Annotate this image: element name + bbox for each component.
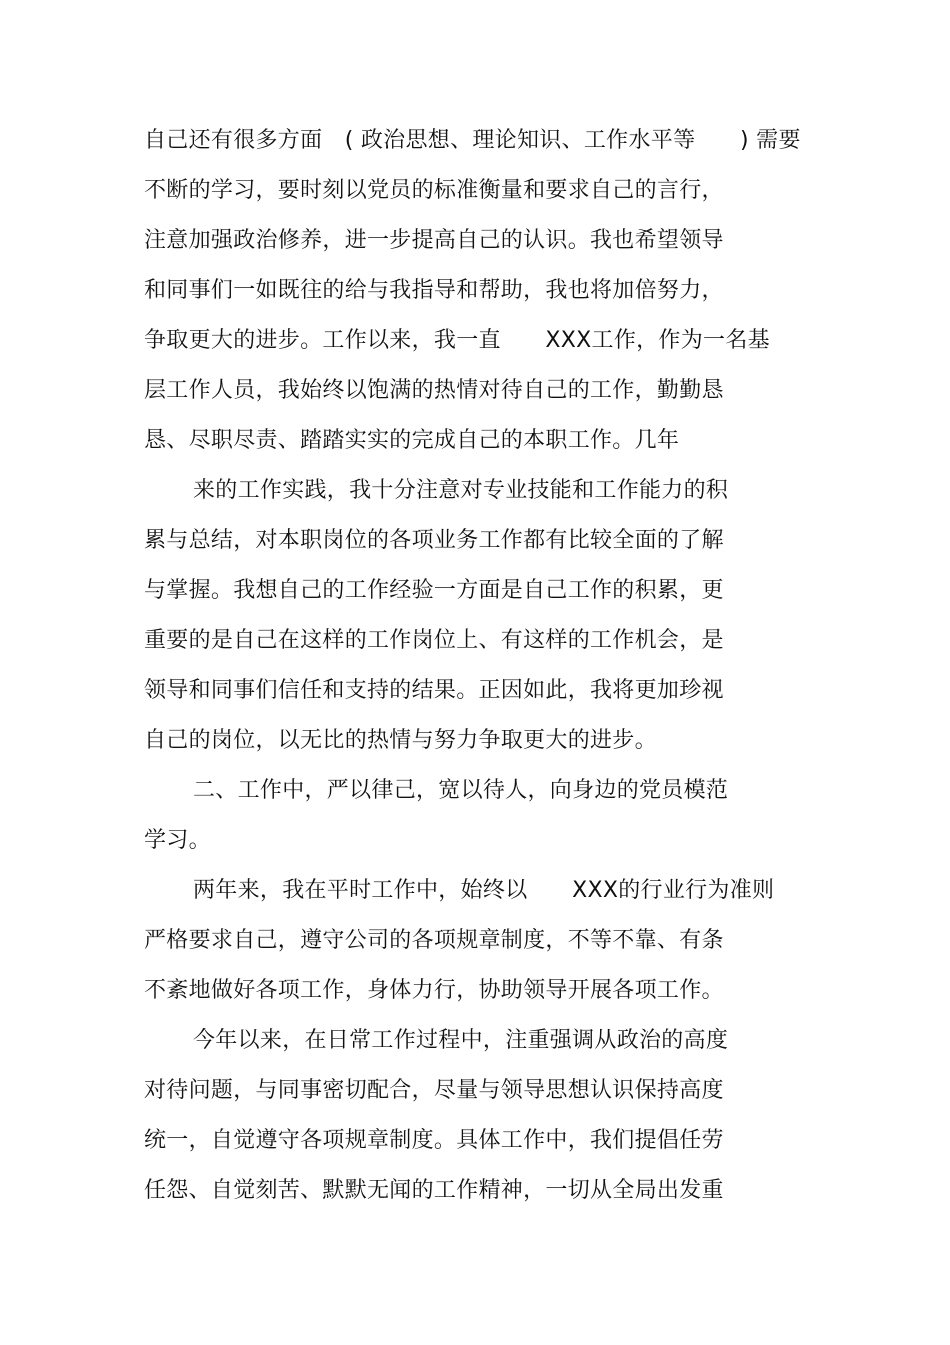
section-heading: 二、工作中，严以律己，宽以待人，向身边的党员模范 (193, 778, 729, 803)
text-line: 今年以来，在日常工作过程中，注重强调从政治的高度 (193, 1028, 729, 1053)
text-line: 注意加强政治修养，进一步提高自己的认识。我也希望领导 (144, 228, 724, 253)
text-line: 恳、尽职尽责、踏踏实实的完成自己的本职工作。几年 (144, 428, 680, 453)
text-line: 不断的学习，要时刻以党员的标准衡量和要求自己的言行， (144, 178, 724, 203)
text-line: 自己的岗位，以无比的热情与努力争取更大的进步。 (144, 728, 657, 753)
text-line: 累与总结，对本职岗位的各项业务工作都有比较全面的了解 (144, 528, 724, 553)
section-heading-continued: 学习。 (144, 828, 211, 853)
text-line: 来的工作实践，我十分注意对专业技能和工作能力的积 (193, 478, 729, 503)
text-line: 严格要求自己，遵守公司的各项规章制度，不等不靠、有条 (144, 928, 724, 953)
text-line: 争取更大的进步。工作以来，我一直 XXX工作，作为一名基 (144, 328, 770, 353)
text-line: 自己还有很多方面 ( 政治思想、理论知识、工作水平等 ) 需要 (144, 128, 801, 153)
text-line: 两年来，我在平时工作中，始终以 XXX的行业行为准则 (193, 878, 775, 903)
text-line: 对待问题，与同事密切配合，尽量与领导思想认识保持高度 (144, 1078, 724, 1103)
text-line: 不紊地做好各项工作，身体力行，协助领导开展各项工作。 (144, 978, 724, 1003)
text-line: 与掌握。我想自己的工作经验一方面是自己工作的积累，更 (144, 578, 724, 603)
text-line: 层工作人员，我始终以饱满的热情对待自己的工作，勤勤恳 (144, 378, 724, 403)
text-line: 和同事们一如既往的给与我指导和帮助，我也将加倍努力， (144, 278, 724, 303)
text-line: 统一，自觉遵守各项规章制度。具体工作中，我们提倡任劳 (144, 1128, 724, 1153)
text-line: 任怨、自觉刻苦、默默无闻的工作精神，一切从全局出发重 (144, 1178, 724, 1203)
text-line: 领导和同事们信任和支持的结果。正因如此，我将更加珍视 (144, 678, 724, 703)
text-line: 重要的是自己在这样的工作岗位上、有这样的工作机会，是 (144, 628, 724, 653)
